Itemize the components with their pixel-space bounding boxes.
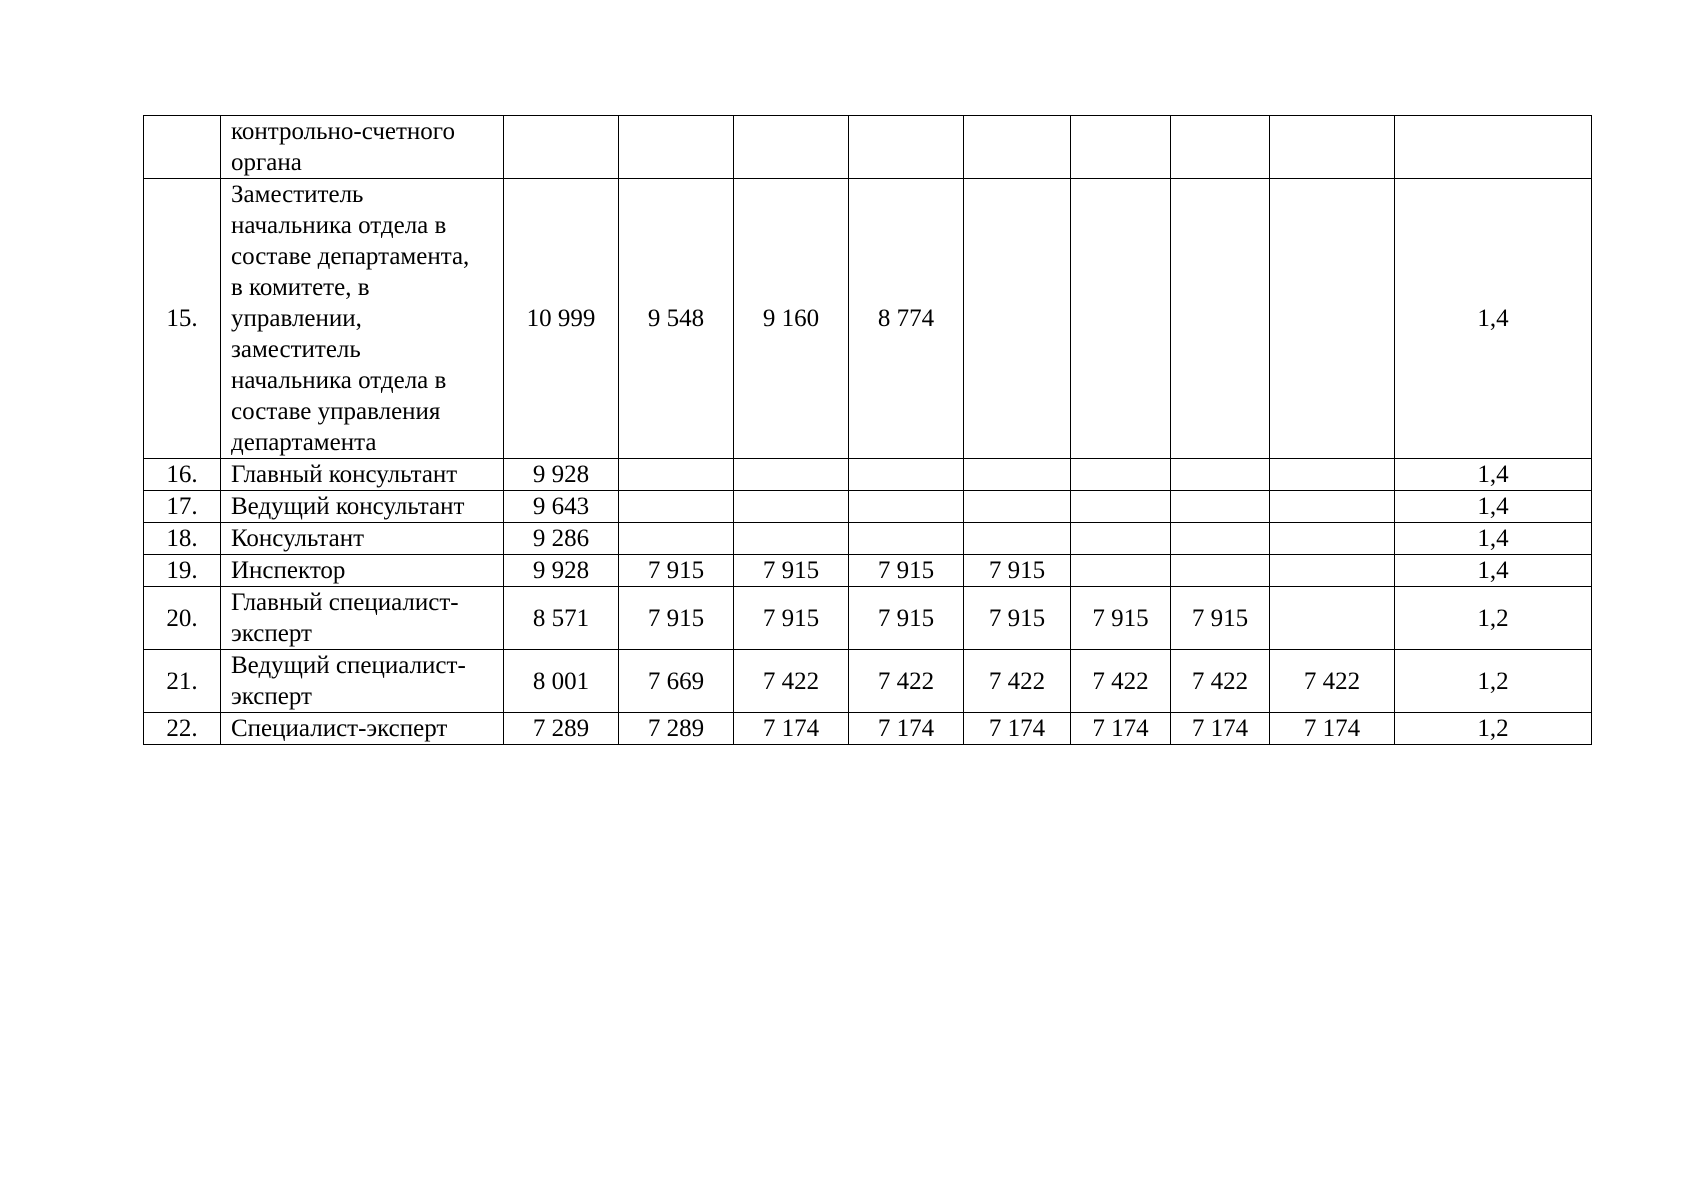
row-number-cell: 20. [144, 587, 221, 650]
salary-value-cell [734, 459, 849, 491]
position-name-cell [221, 459, 504, 491]
salary-value-cell [1270, 491, 1395, 523]
salary-value-cell [1071, 491, 1171, 523]
position-name-line: Заместитель [231, 181, 364, 208]
salary-value-cell: 8 001 [504, 650, 619, 713]
salary-value-cell: 9 548 [619, 179, 734, 459]
table-row [144, 179, 1592, 459]
salary-value-cell: 7 174 [964, 713, 1071, 745]
position-name-line: заместитель [231, 336, 361, 363]
coefficient-cell [1395, 116, 1592, 179]
salary-value-cell [1171, 523, 1270, 555]
salary-value-cell [1270, 116, 1395, 179]
salary-value-cell: 7 915 [849, 587, 964, 650]
position-name-line: эксперт [231, 683, 312, 710]
salary-value-cell [619, 459, 734, 491]
salary-value-cell: 7 422 [964, 650, 1071, 713]
position-name-cell [221, 650, 504, 713]
row-number-cell: 17. [144, 491, 221, 523]
table-row [144, 555, 1592, 587]
salary-value-cell [1071, 179, 1171, 459]
salary-value-cell [1171, 179, 1270, 459]
salary-value-cell [849, 523, 964, 555]
salary-value-cell: 7 289 [504, 713, 619, 745]
coefficient-cell: 1,4 [1395, 179, 1592, 459]
salary-value-cell [964, 459, 1071, 491]
salary-value-cell [619, 116, 734, 179]
position-name-line: Главный специалист- [231, 589, 459, 616]
salary-value-cell [734, 523, 849, 555]
position-name-cell [221, 491, 504, 523]
salary-value-cell [964, 491, 1071, 523]
salary-value-cell: 7 174 [1071, 713, 1171, 745]
salary-value-cell: 8 571 [504, 587, 619, 650]
salary-value-cell: 7 422 [734, 650, 849, 713]
position-name-line: эксперт [231, 620, 312, 647]
salary-value-cell: 7 915 [734, 555, 849, 587]
salary-value-cell [1071, 523, 1171, 555]
position-name-cell [221, 116, 504, 179]
table-row [144, 523, 1592, 555]
position-name-cell [221, 179, 504, 459]
salary-value-cell: 7 915 [734, 587, 849, 650]
salary-value-cell: 9 160 [734, 179, 849, 459]
salary-value-cell [1071, 459, 1171, 491]
salary-value-cell: 8 774 [849, 179, 964, 459]
row-number-cell: 18. [144, 523, 221, 555]
row-number-cell: 15. [144, 179, 221, 459]
salary-value-cell [1270, 555, 1395, 587]
salary-value-cell: 10 999 [504, 179, 619, 459]
position-name-line: Ведущий консультант [231, 493, 465, 520]
salary-value-cell: 9 286 [504, 523, 619, 555]
position-name-line: департамента [231, 429, 377, 456]
salary-value-cell [1171, 491, 1270, 523]
table-row [144, 491, 1592, 523]
salary-value-cell [504, 116, 619, 179]
salary-value-cell: 7 422 [849, 650, 964, 713]
coefficient-cell: 1,2 [1395, 650, 1592, 713]
salary-value-cell: 7 174 [1270, 713, 1395, 745]
salary-value-cell: 9 643 [504, 491, 619, 523]
position-name-line: составе департамента, [231, 243, 470, 270]
salary-value-cell: 7 422 [1071, 650, 1171, 713]
salary-value-cell: 7 915 [964, 587, 1071, 650]
position-name-cell [221, 555, 504, 587]
salary-value-cell [1270, 459, 1395, 491]
position-name-line: начальника отдела в [231, 367, 447, 394]
table-row [144, 650, 1592, 713]
salary-value-cell [1071, 555, 1171, 587]
row-number-cell: 19. [144, 555, 221, 587]
salary-value-cell [849, 116, 964, 179]
coefficient-cell: 1,4 [1395, 555, 1592, 587]
coefficient-cell: 1,4 [1395, 523, 1592, 555]
salary-value-cell: 7 174 [849, 713, 964, 745]
table-row [144, 459, 1592, 491]
salary-value-cell [1270, 587, 1395, 650]
position-name-line: управлении, [231, 305, 362, 332]
position-name-line: Ведущий специалист- [231, 652, 466, 679]
table-row [144, 587, 1592, 650]
table-row [144, 713, 1592, 745]
row-number-cell: 16. [144, 459, 221, 491]
position-name-line: Главный консультант [231, 461, 458, 488]
coefficient-cell: 1,2 [1395, 587, 1592, 650]
salary-table [143, 115, 1592, 745]
salary-value-cell: 7 174 [1171, 713, 1270, 745]
salary-value-cell: 7 669 [619, 650, 734, 713]
table-body [144, 116, 1592, 745]
coefficient-cell: 1,2 [1395, 713, 1592, 745]
salary-value-cell: 7 915 [1071, 587, 1171, 650]
salary-value-cell [1171, 116, 1270, 179]
salary-value-cell: 7 915 [964, 555, 1071, 587]
salary-value-cell [734, 491, 849, 523]
salary-value-cell [1171, 555, 1270, 587]
salary-value-cell: 7 422 [1171, 650, 1270, 713]
position-name-cell [221, 587, 504, 650]
salary-value-cell: 7 915 [1171, 587, 1270, 650]
salary-value-cell [849, 459, 964, 491]
position-name-line: органа [231, 149, 302, 176]
salary-value-cell [964, 116, 1071, 179]
salary-value-cell [1171, 459, 1270, 491]
salary-value-cell [1071, 116, 1171, 179]
row-number-cell: 21. [144, 650, 221, 713]
position-name-line: Инспектор [231, 557, 346, 584]
position-name-line: составе управления [231, 398, 441, 425]
salary-value-cell [619, 523, 734, 555]
salary-value-cell: 9 928 [504, 555, 619, 587]
table-row [144, 116, 1592, 179]
salary-value-cell [1270, 179, 1395, 459]
salary-value-cell: 7 915 [849, 555, 964, 587]
position-name-cell [221, 523, 504, 555]
row-number-cell [144, 116, 221, 179]
coefficient-cell: 1,4 [1395, 459, 1592, 491]
salary-value-cell [849, 491, 964, 523]
position-name-line: Консультант [231, 525, 365, 552]
coefficient-cell: 1,4 [1395, 491, 1592, 523]
salary-value-cell [964, 179, 1071, 459]
salary-value-cell [619, 491, 734, 523]
salary-value-cell [1270, 523, 1395, 555]
position-name-cell [221, 713, 504, 745]
salary-value-cell: 7 174 [734, 713, 849, 745]
salary-value-cell: 7 422 [1270, 650, 1395, 713]
position-name-line: контрольно-счетного [231, 118, 455, 145]
salary-value-cell: 7 915 [619, 555, 734, 587]
salary-value-cell: 9 928 [504, 459, 619, 491]
salary-value-cell [734, 116, 849, 179]
salary-value-cell: 7 915 [619, 587, 734, 650]
salary-value-cell [964, 523, 1071, 555]
position-name-line: Специалист-эксперт [231, 715, 448, 742]
row-number-cell: 22. [144, 713, 221, 745]
position-name-line: в комитете, в [231, 274, 370, 301]
position-name-line: начальника отдела в [231, 212, 447, 239]
salary-value-cell: 7 289 [619, 713, 734, 745]
